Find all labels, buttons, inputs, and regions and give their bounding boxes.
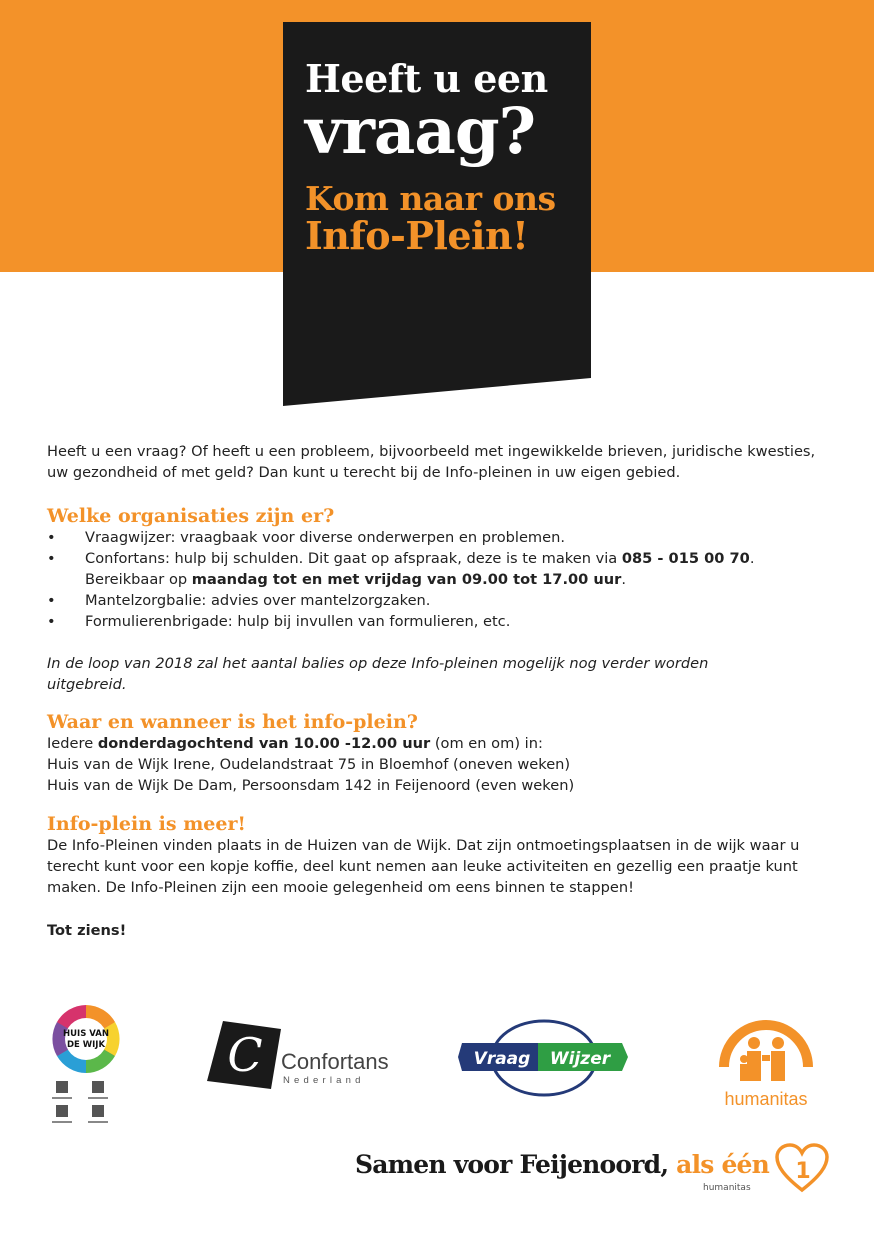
- bullet-icon: •: [47, 613, 56, 630]
- more-paragraph: De Info-Pleinen vinden plaats in de Huizen van de Wijk. Dat zijn ontmoetingsplaatsen in de wijk waar u terecht kunt voor een kopje koffie, deel kunt nemen aan leuke activiteiten en gezellig een praatje kunt maken. De Info-Pleinen zijn een mooie gelegenheid om eens binnen te stappen!: [47, 837, 800, 896]
- wijzer-text: Wijzer: [549, 1049, 611, 1069]
- humanitas-logo: [710, 1009, 820, 1119]
- expansion-note: In de loop van 2018 zal het aantal balies op deze Info-pleinen mogelijk nog verder worden uitgebreid.: [47, 655, 709, 693]
- section-title-organisations: Welke organisaties zijn er?: [47, 505, 335, 527]
- partner-logos: [0, 995, 874, 1135]
- confortans-c-mark: C: [227, 1028, 263, 1082]
- huis-logo-line-2: DE WIJK: [66, 1040, 106, 1050]
- intro-paragraph: Heeft u een vraag? Of heeft u een probleem, bijvoorbeeld met ingewikkelde brieven, juridische kwesties, uw gezondheid of met geld? Dan kunt u terecht bij de Info-pleinen in uw eigen gebied.: [47, 443, 816, 481]
- headline-line-3: Kom naar ons: [305, 179, 556, 218]
- vraag-text: Vraag: [473, 1049, 531, 1069]
- heart-one-icon: [774, 1142, 830, 1194]
- huis-logo-line-1: HUIS VAN: [63, 1029, 109, 1039]
- slogan: [355, 1150, 769, 1179]
- vraagwijzer-logo: [458, 1019, 630, 1097]
- section-title-where: Waar en wanneer is het info-plein?: [47, 711, 418, 733]
- headline: [305, 56, 585, 258]
- confortans-sub: Nederland: [283, 1075, 365, 1086]
- headline-line-4: Info-Plein!: [305, 213, 529, 258]
- headline-line-1: Heeft u een: [305, 56, 548, 101]
- bullet-icon: •: [47, 550, 56, 567]
- list-item: • Confortans: hulp bij schulden. Dit gaat op afspraak, deze is te maken via 085 - 015 00 70. Bereikbaar op maandag tot en met vrijdag van 09.00 tot 17.00 uur.: [47, 550, 755, 588]
- list-item: • Mantelzorgbalie: advies over mantelzorgzaken.: [47, 592, 431, 609]
- phone-number: 085 - 015 00 70: [621, 550, 750, 567]
- closing-text: Tot ziens!: [47, 922, 127, 939]
- confortans-name: Confortans: [281, 1049, 389, 1074]
- section-title-more: Info-plein is meer!: [47, 813, 246, 835]
- humanitas-name: humanitas: [724, 1089, 808, 1109]
- body-content: [47, 441, 837, 941]
- schedule-time: donderdagochtend van 10.00 -12.00 uur: [97, 735, 431, 752]
- slogan-main: Samen voor Feijenoord,: [355, 1150, 677, 1179]
- confortans-logo: [205, 1017, 395, 1097]
- opening-hours: maandag tot en met vrijdag van 09.00 tot 17.00 uur: [191, 571, 622, 588]
- bullet-icon: •: [47, 592, 56, 609]
- slogan-humanitas: humanitas: [703, 1183, 751, 1193]
- slogan-accent: als één: [676, 1150, 770, 1179]
- list-item: • Formulierenbrigade: hulp bij invullen van formulieren, etc.: [47, 613, 511, 630]
- headline-line-2: vraag?: [305, 94, 536, 169]
- bullet-icon: •: [47, 529, 56, 546]
- organisations-list: [47, 527, 837, 632]
- where-location-1: Huis van de Wijk Irene, Oudelandstraat 75 in Bloemhof (oneven weken): [47, 756, 571, 773]
- huis-van-de-wijk-logo: [48, 1001, 124, 1129]
- heart-number: 1: [795, 1159, 811, 1184]
- where-line-1: Iedere donderdagochtend van 10.00 -12.00 uur (om en om) in:: [47, 735, 543, 752]
- list-item: • Vraagwijzer: vraagbaak voor diverse onderwerpen en problemen.: [47, 529, 566, 546]
- where-location-2: Huis van de Wijk De Dam, Persoonsdam 142 in Feijenoord (even weken): [47, 777, 575, 794]
